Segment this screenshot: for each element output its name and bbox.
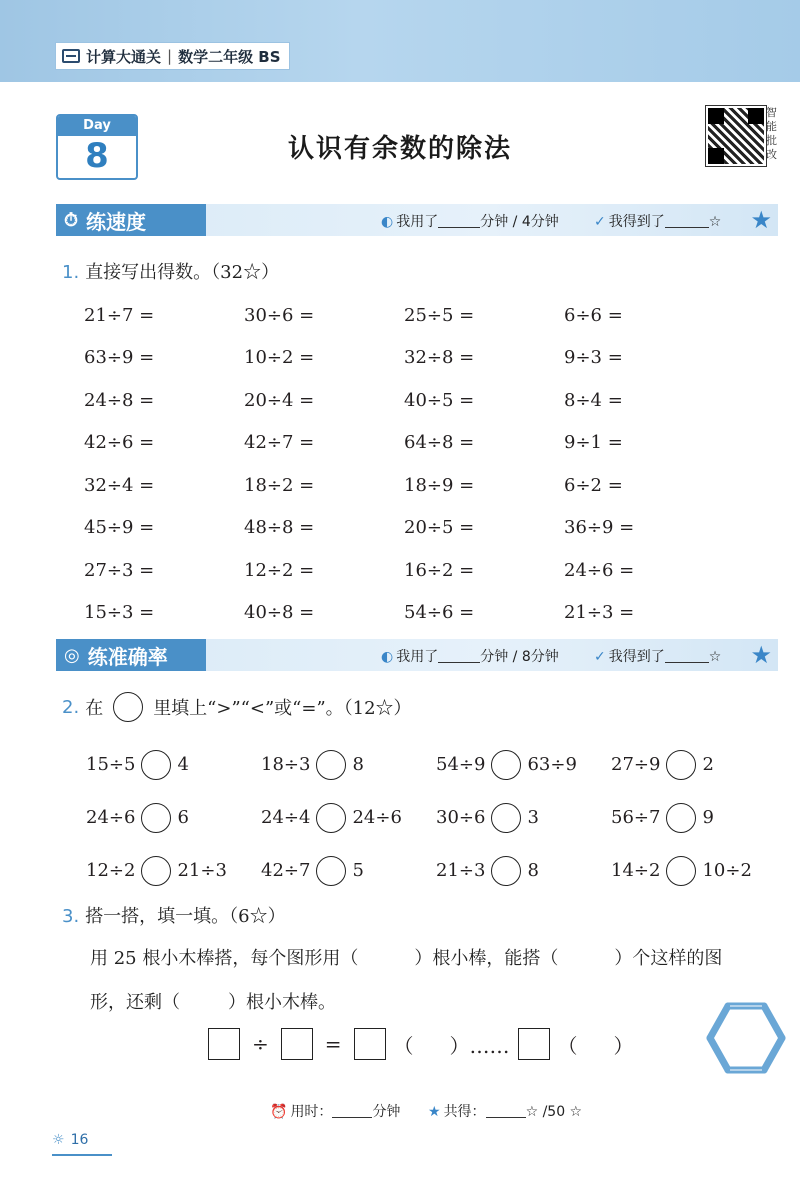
question-1-title: 1. 直接写出得数。（32☆） [62, 262, 280, 283]
compare-circle[interactable] [141, 803, 171, 833]
time-blank[interactable] [438, 648, 480, 663]
comparison: 42÷7 5 [261, 856, 436, 886]
comparison: 15÷5 4 [86, 750, 261, 780]
question-2-title: 2. 在 里填上“>”“<”或“=”。（12☆） [62, 692, 412, 722]
grid-row [84, 549, 724, 592]
compare-circle[interactable] [491, 803, 521, 833]
grid-row [86, 791, 786, 844]
compare-circle[interactable] [666, 750, 696, 780]
clock-icon: ◐ [381, 649, 394, 665]
section-speed-label: ⏱ 练速度 [56, 204, 206, 236]
problem[interactable]: 63÷9 = [84, 347, 155, 369]
problem[interactable]: 8÷4 = [564, 389, 623, 411]
compare-circle[interactable] [666, 803, 696, 833]
problem[interactable]: 40÷5 = [404, 389, 475, 411]
question-2-grid [86, 738, 786, 897]
problem[interactable]: 42÷6 = [84, 432, 155, 454]
footer-score-blank[interactable] [486, 1103, 526, 1118]
problem[interactable]: 18÷2 = [244, 474, 315, 496]
page-title: 认识有余数的除法 [287, 134, 512, 164]
footer-time: ⏰ 用时： 分钟 [270, 1104, 401, 1120]
compare-circle[interactable] [316, 803, 346, 833]
problem[interactable]: 6÷2 = [564, 474, 623, 496]
grid-row [84, 379, 724, 422]
problem[interactable]: 27÷3 = [84, 559, 155, 581]
problem[interactable]: 42÷7 = [244, 432, 315, 454]
sun-icon: ☼ [52, 1132, 65, 1148]
compare-circle[interactable] [141, 750, 171, 780]
book-subject: 数学二年级 BS [178, 47, 281, 66]
problem[interactable]: 9÷3 = [564, 347, 623, 369]
time-used: ◐ 我用了 分钟 / 4分钟 [381, 214, 559, 230]
compare-circle[interactable] [491, 856, 521, 886]
problem[interactable]: 48÷8 = [244, 517, 315, 539]
book-title: 计算大通关 [86, 47, 162, 66]
problem[interactable]: 36÷9 = [564, 517, 635, 539]
problem[interactable]: 32÷4 = [84, 474, 155, 496]
comparison: 14÷2 10÷2 [611, 856, 786, 886]
answer-box[interactable] [518, 1028, 550, 1060]
problem[interactable]: 24÷6 = [564, 559, 635, 581]
footer-total: ★ 共得： ☆ /50 ☆ [428, 1104, 583, 1120]
grid-row [84, 337, 724, 380]
day-label: Day [58, 116, 136, 136]
question-3-line-2: 形，还剩（ ）根小木棒。 [90, 992, 336, 1013]
score-blank[interactable] [665, 648, 709, 663]
clock-icon: ⏰ [270, 1104, 288, 1120]
question-1-grid [84, 294, 724, 634]
score-blank[interactable] [665, 213, 709, 228]
grid-row [84, 422, 724, 465]
problem[interactable]: 64÷8 = [404, 432, 475, 454]
compare-circle[interactable] [141, 856, 171, 886]
grid-row [84, 464, 724, 507]
problem[interactable]: 21÷3 = [564, 602, 635, 624]
check-icon: ✓ [594, 214, 606, 230]
score: ✓ 我得到了 ☆ [594, 214, 722, 230]
grid-row [84, 294, 724, 337]
problem[interactable]: 18÷9 = [404, 474, 475, 496]
footer-time-blank[interactable] [332, 1103, 372, 1118]
division-equation: ÷ = （ ）…… （ ） [200, 1028, 634, 1060]
star-icon: ★ [750, 641, 772, 669]
qr-label: 智能批改 [766, 106, 777, 161]
answer-box[interactable] [354, 1028, 386, 1060]
problem[interactable]: 45÷9 = [84, 517, 155, 539]
question-3-line-1: 用 25 根小木棒搭，每个图形用（ ）根小棒，能搭（ ）个这样的图 [90, 948, 723, 969]
problem[interactable]: 20÷4 = [244, 389, 315, 411]
book-tag [55, 42, 290, 70]
section-accuracy-label: ◎ 练准确率 [56, 639, 206, 671]
compare-circle[interactable] [666, 856, 696, 886]
separator: | [167, 47, 173, 65]
section-speed-bar [56, 204, 778, 236]
problem[interactable]: 9÷1 = [564, 432, 623, 454]
comparison: 54÷9 63÷9 [436, 750, 611, 780]
score: ✓ 我得到了 ☆ [594, 649, 722, 665]
problem[interactable]: 12÷2 = [244, 559, 315, 581]
time-blank[interactable] [438, 213, 480, 228]
problem[interactable]: 24÷8 = [84, 389, 155, 411]
grid-row [86, 844, 786, 897]
star-icon: ★ [428, 1104, 441, 1120]
grid-row [84, 507, 724, 550]
answer-box[interactable] [208, 1028, 240, 1060]
book-icon [62, 49, 80, 63]
circle-sample-icon [113, 692, 143, 722]
target-icon: ◎ [64, 644, 80, 666]
time-used: ◐ 我用了 分钟 / 8分钟 [381, 649, 559, 665]
problem[interactable]: 32÷8 = [404, 347, 475, 369]
problem[interactable]: 10÷2 = [244, 347, 315, 369]
grid-row [84, 592, 724, 635]
comparison: 12÷2 21÷3 [86, 856, 261, 886]
answer-box[interactable] [281, 1028, 313, 1060]
grid-row [86, 738, 786, 791]
stick-hexagon-icon [706, 1000, 786, 1076]
problem[interactable]: 40÷8 = [244, 602, 315, 624]
problem[interactable]: 54÷6 = [404, 602, 475, 624]
comparison: 30÷6 3 [436, 803, 611, 833]
compare-circle[interactable] [316, 856, 346, 886]
section-accuracy-bar [56, 639, 778, 671]
problem[interactable]: 15÷3 = [84, 602, 155, 624]
comparison: 24÷6 6 [86, 803, 261, 833]
problem[interactable]: 16÷2 = [404, 559, 475, 581]
compare-circle[interactable] [316, 750, 346, 780]
comparison: 27÷9 2 [611, 750, 786, 780]
comparison: 21÷3 8 [436, 856, 611, 886]
problem[interactable]: 30÷6 = [244, 304, 315, 326]
star-icon: ★ [750, 206, 772, 234]
problem[interactable]: 25÷5 = [404, 304, 475, 326]
qr-code-icon[interactable] [706, 106, 766, 166]
day-number: 8 [85, 136, 109, 176]
stopwatch-icon: ⏱ [64, 209, 79, 231]
compare-circle[interactable] [491, 750, 521, 780]
problem[interactable]: 21÷7 = [84, 304, 155, 326]
page-number: ☼ 16 [52, 1132, 112, 1156]
clock-icon: ◐ [381, 214, 394, 230]
comparison: 18÷3 8 [261, 750, 436, 780]
problem[interactable]: 6÷6 = [564, 304, 623, 326]
problem[interactable]: 20÷5 = [404, 517, 475, 539]
check-icon: ✓ [594, 649, 606, 665]
question-3-title: 3. 搭一搭，填一填。（6☆） [62, 906, 286, 927]
comparison: 24÷4 24÷6 [261, 803, 436, 833]
comparison: 56÷7 9 [611, 803, 786, 833]
